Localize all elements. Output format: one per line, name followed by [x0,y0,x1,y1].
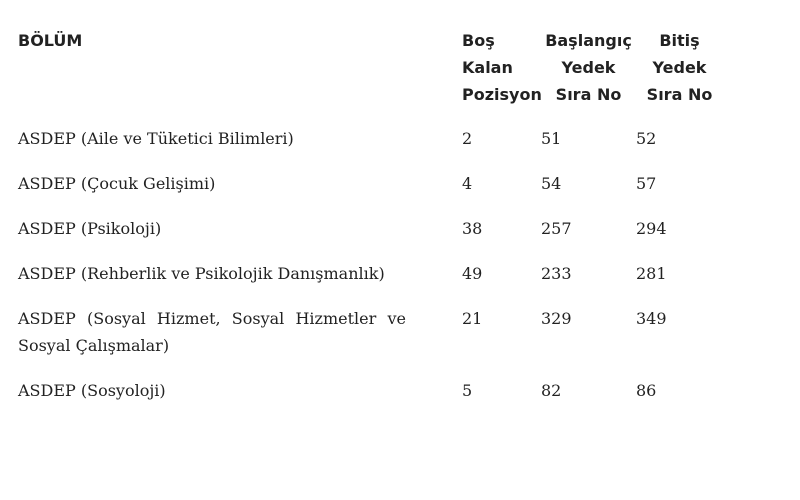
cell-bolum: ASDEP (Sosyoloji) [18,381,166,400]
cell-bitis: 281 [636,264,667,283]
header-bitis-line2: Yedek [652,58,707,77]
cell-bitis: 52 [636,129,657,148]
header-bos-line1: Boş [462,31,495,50]
table-row [18,260,723,305]
header-bitis-line3: Sıra No [646,85,713,104]
cell-bos-kalan: 49 [462,264,483,283]
header-bitis-yedek-sira-no [636,27,723,125]
header-bos-line2: Kalan [462,58,513,77]
cell-bos-kalan: 21 [462,309,483,328]
cell-baslangic: 329 [541,309,572,328]
table-row [18,125,723,170]
header-bitis-line1: Bitiş [659,31,700,50]
placement-table [18,27,723,422]
header-baslangic-yedek-sira-no [541,27,636,125]
cell-baslangic: 257 [541,219,572,238]
table-row [18,377,723,422]
cell-bolum: ASDEP (Aile ve Tüketici Bilimleri) [18,129,294,148]
cell-bolum: ASDEP (Sosyal Hizmet, Sosyal Hizmetler ve Sosyal Çalışmalar) [18,309,406,355]
cell-bitis: 86 [636,381,657,400]
cell-bolum: ASDEP (Psikoloji) [18,219,162,238]
cell-bos-kalan: 2 [462,129,473,148]
cell-baslangic: 51 [541,129,562,148]
table-row [18,215,723,260]
header-bos-line3: Pozisyon [462,85,542,104]
table-row [18,170,723,215]
header-bolum [18,27,462,125]
cell-bos-kalan: 38 [462,219,483,238]
header-baslangic-line1: Başlangıç [545,31,632,50]
cell-bolum: ASDEP (Rehberlik ve Psikolojik Danışmanlık) [18,264,385,283]
cell-bos-kalan: 4 [462,174,473,193]
cell-bitis: 57 [636,174,657,193]
cell-bolum: ASDEP (Çocuk Gelişimi) [18,174,216,193]
cell-baslangic: 233 [541,264,572,283]
header-baslangic-line3: Sıra No [555,85,622,104]
header-bos-kalan-pozisyon [462,27,541,125]
header-baslangic-line2: Yedek [561,58,616,77]
table-header-row [18,27,723,125]
cell-bitis: 349 [636,309,667,328]
header-bolum-text: BÖLÜM [18,31,83,50]
cell-bitis: 294 [636,219,667,238]
table-row [18,305,723,377]
cell-baslangic: 82 [541,381,562,400]
cell-bos-kalan: 5 [462,381,473,400]
cell-baslangic: 54 [541,174,562,193]
